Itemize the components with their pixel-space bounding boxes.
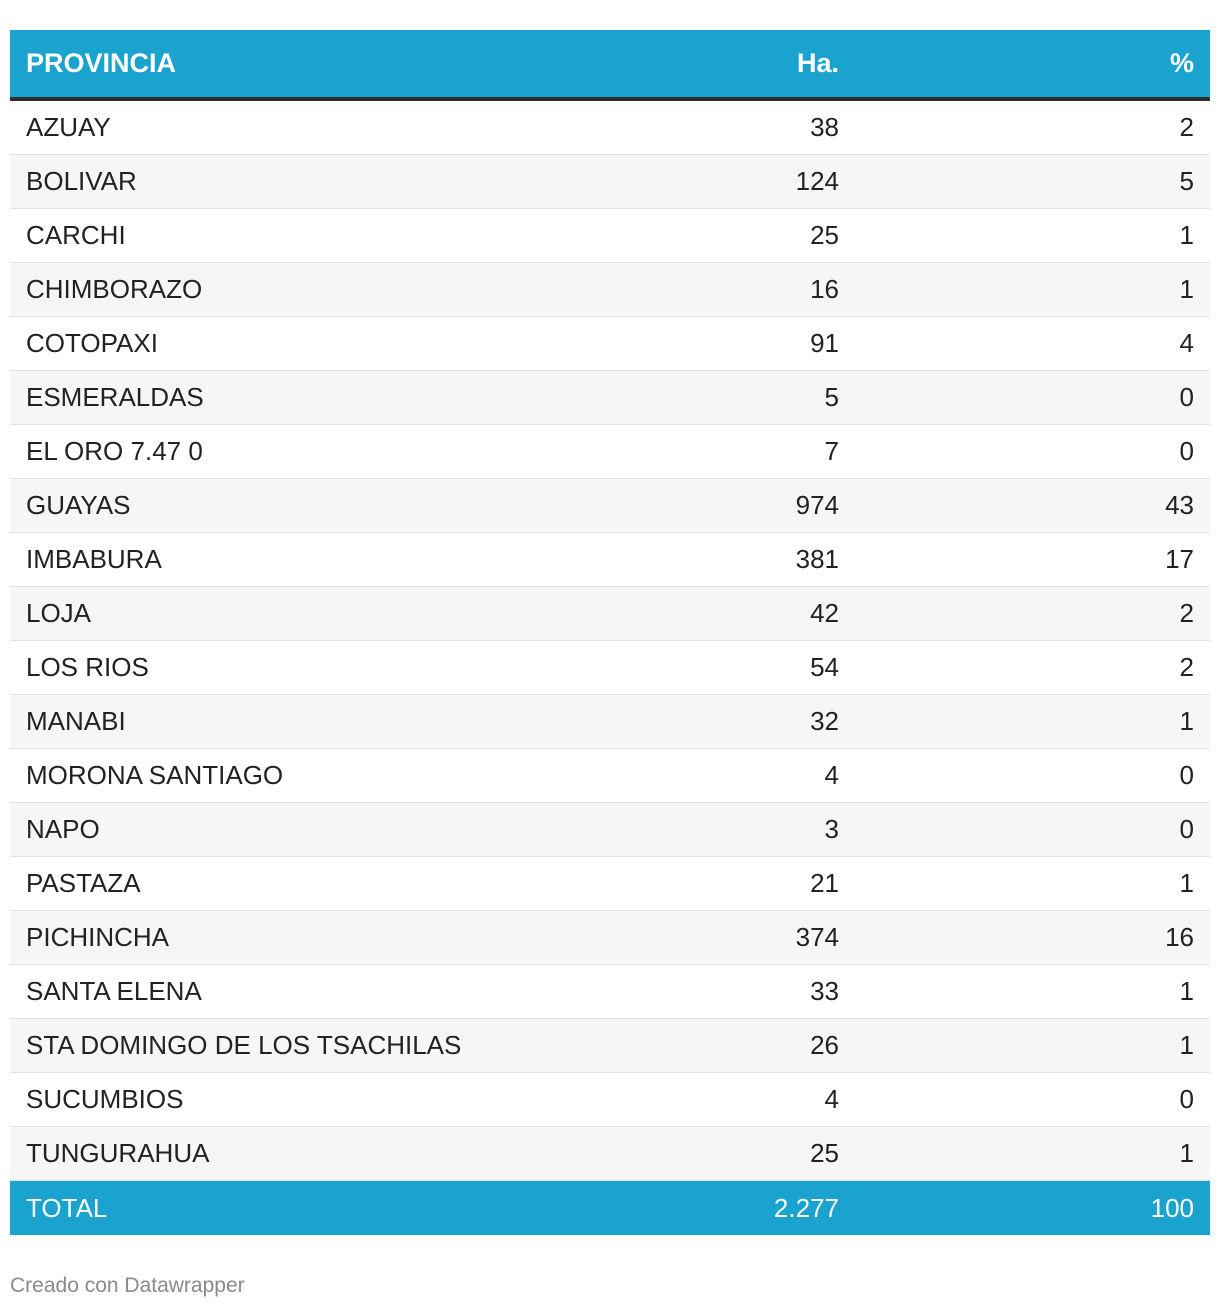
cell-provincia: GUAYAS — [26, 490, 131, 520]
cell-ha: 974 — [795, 490, 839, 520]
header-provincia[interactable]: PROVINCIA — [26, 48, 177, 78]
cell-provincia: STA DOMINGO DE LOS TSACHILAS — [26, 1030, 462, 1060]
table-body — [10, 101, 1210, 1181]
cell-provincia: SANTA ELENA — [26, 976, 202, 1006]
cell-provincia: SUCUMBIOS — [26, 1084, 184, 1114]
table-row — [10, 479, 1210, 533]
cell-ha: 38 — [810, 112, 839, 142]
cell-provincia: PASTAZA — [26, 868, 141, 898]
header-ha[interactable]: Ha. — [796, 48, 839, 78]
cell-provincia: ESMERALDAS — [26, 382, 204, 412]
cell-provincia: LOS RIOS — [26, 652, 149, 682]
cell-ha: 4 — [824, 760, 839, 790]
table-row — [10, 1073, 1210, 1127]
cell-provincia: NAPO — [26, 814, 100, 844]
table-header — [10, 30, 1210, 101]
cell-percent: 5 — [1179, 166, 1194, 196]
table-row — [10, 911, 1210, 965]
cell-ha: 374 — [795, 922, 839, 952]
data-table — [10, 30, 1210, 1235]
cell-percent: 2 — [1179, 652, 1194, 682]
table-row — [10, 1019, 1210, 1073]
cell-percent: 1 — [1179, 220, 1194, 250]
cell-ha: 91 — [810, 328, 839, 358]
table-row — [10, 209, 1210, 263]
cell-ha: 3 — [824, 814, 839, 844]
cell-percent: 1 — [1179, 1138, 1194, 1168]
cell-percent: 0 — [1179, 382, 1194, 412]
table-row — [10, 587, 1210, 641]
cell-ha: 124 — [795, 166, 839, 196]
cell-provincia: CHIMBORAZO — [26, 274, 203, 304]
header-percent[interactable]: % — [1169, 48, 1194, 78]
cell-provincia: LOJA — [26, 598, 92, 628]
cell-percent: 1 — [1179, 976, 1194, 1006]
cell-percent: 2 — [1179, 112, 1194, 142]
cell-ha: 26 — [810, 1030, 839, 1060]
table-total-row — [10, 1181, 1210, 1235]
cell-percent: 1 — [1179, 274, 1194, 304]
table-row — [10, 965, 1210, 1019]
total-label: TOTAL — [26, 1192, 108, 1223]
cell-ha: 25 — [810, 220, 839, 250]
cell-ha: 54 — [810, 652, 839, 682]
table-row — [10, 857, 1210, 911]
table-row — [10, 425, 1210, 479]
table-row — [10, 155, 1210, 209]
cell-percent: 1 — [1179, 706, 1194, 736]
table-row — [10, 263, 1210, 317]
total-percent: 100 — [1150, 1192, 1194, 1223]
cell-ha: 381 — [795, 544, 839, 574]
cell-ha: 32 — [810, 706, 839, 736]
cell-ha: 42 — [810, 598, 839, 628]
table-row — [10, 371, 1210, 425]
cell-provincia: CARCHI — [26, 220, 126, 250]
table-row — [10, 101, 1210, 155]
cell-ha: 16 — [810, 274, 839, 304]
cell-provincia: BOLIVAR — [26, 166, 137, 196]
table-row — [10, 1127, 1210, 1181]
cell-percent: 4 — [1179, 328, 1194, 358]
cell-provincia: COTOPAXI — [26, 328, 158, 358]
cell-percent: 43 — [1165, 490, 1194, 520]
cell-percent: 0 — [1179, 760, 1194, 790]
cell-percent: 17 — [1165, 544, 1194, 574]
cell-ha: 5 — [824, 382, 839, 412]
table-row — [10, 641, 1210, 695]
cell-provincia: AZUAY — [26, 112, 111, 142]
table-row — [10, 533, 1210, 587]
cell-percent: 1 — [1179, 868, 1194, 898]
cell-ha: 4 — [824, 1084, 839, 1114]
cell-percent: 2 — [1179, 598, 1194, 628]
table-row — [10, 803, 1210, 857]
cell-percent: 0 — [1179, 814, 1194, 844]
cell-ha: 33 — [810, 976, 839, 1006]
footer-credit[interactable]: Creado con Datawrapper — [10, 1274, 245, 1297]
table-row — [10, 749, 1210, 803]
total-ha: 2.277 — [773, 1192, 839, 1223]
cell-percent: 16 — [1165, 922, 1194, 952]
cell-percent: 1 — [1179, 1030, 1194, 1060]
cell-provincia: IMBABURA — [26, 544, 162, 574]
cell-percent: 0 — [1179, 1084, 1194, 1114]
cell-ha: 25 — [810, 1138, 839, 1168]
table-row — [10, 317, 1210, 371]
cell-percent: 0 — [1179, 436, 1194, 466]
cell-provincia: EL ORO 7.47 0 — [26, 436, 203, 466]
cell-ha: 7 — [824, 436, 839, 466]
cell-provincia: MANABI — [26, 706, 126, 736]
table-row — [10, 695, 1210, 749]
cell-provincia: TUNGURAHUA — [26, 1138, 210, 1168]
cell-provincia: PICHINCHA — [26, 922, 170, 952]
cell-ha: 21 — [810, 868, 839, 898]
cell-provincia: MORONA SANTIAGO — [26, 760, 284, 790]
